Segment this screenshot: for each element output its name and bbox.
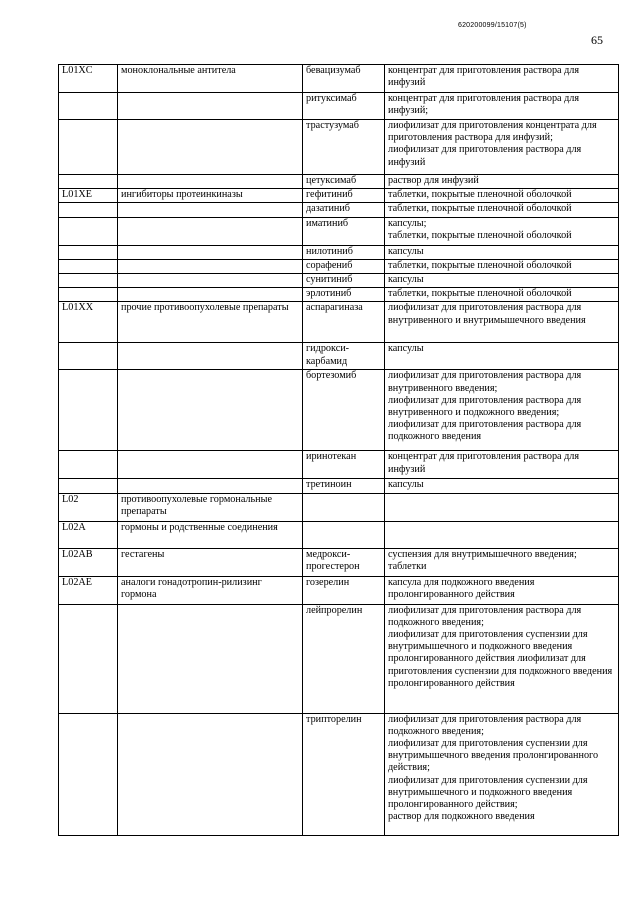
atc-code-cell: [59, 713, 118, 835]
drug-name-cell: бортезомиб: [303, 370, 385, 451]
table-row: [59, 175, 619, 189]
pharm-group-cell: [118, 259, 303, 273]
drug-name-cell: [303, 521, 385, 548]
drug-name-cell: цетуксимаб: [303, 175, 385, 189]
table-row: [59, 120, 619, 175]
pharm-group-cell: [118, 451, 303, 479]
dosage-form-cell: суспензия для внутримышечного введения; таблетки: [385, 548, 619, 576]
dosage-form-cell: лиофилизат для приготовления раствора для подкожного введения; лиофилизат для приготовления суспензии для внутримышечного и подкожного введения пролонгированного действия лиофилизат для приготовления суспензии для подкожного введения пролонгированного действия: [385, 604, 619, 713]
atc-code-cell: [59, 604, 118, 713]
drug-name-cell: [303, 493, 385, 521]
table-row: [59, 203, 619, 217]
table-row: [59, 288, 619, 302]
table-row: [59, 65, 619, 93]
table-row: [59, 479, 619, 493]
atc-code-cell: [59, 93, 118, 120]
dosage-form-cell: лиофилизат для приготовления раствора для подкожного введения; лиофилизат для приготовления суспензии для внутримышечного введения пролонгированного действия; лиофилизат для приготовления суспензии для внутримышечного и подкожного введения пролонгированного действия; раствор для подкожного введения: [385, 713, 619, 835]
drug-name-cell: аспарагиназа: [303, 302, 385, 343]
table-row: [59, 302, 619, 343]
atc-code-cell: [59, 370, 118, 451]
atc-code-cell: [59, 245, 118, 259]
pharm-group-cell: [118, 120, 303, 175]
atc-code-cell: [59, 259, 118, 273]
pharm-group-cell: [118, 713, 303, 835]
atc-code-cell: [59, 175, 118, 189]
pharm-group-cell: противоопухолевые гормональные препараты: [118, 493, 303, 521]
table-row: [59, 576, 619, 604]
drug-name-cell: сунитиниб: [303, 274, 385, 288]
table-row: [59, 274, 619, 288]
atc-code-cell: [59, 479, 118, 493]
drug-name-cell: гидрокси- карбамид: [303, 343, 385, 370]
dosage-form-cell: лиофилизат для приготовления раствора для внутривенного и внутримышечного введения: [385, 302, 619, 343]
table-row: [59, 189, 619, 203]
dosage-form-cell: таблетки, покрытые пленочной оболочкой: [385, 189, 619, 203]
pharm-group-cell: [118, 175, 303, 189]
drug-name-cell: дазатиниб: [303, 203, 385, 217]
dosage-form-cell: капсулы: [385, 479, 619, 493]
drug-name-cell: третиноин: [303, 479, 385, 493]
table-row: [59, 217, 619, 245]
atc-code-cell: [59, 203, 118, 217]
table-row: [59, 604, 619, 713]
atc-code-cell: L01XX: [59, 302, 118, 343]
table-row: [59, 93, 619, 120]
dosage-form-cell: таблетки, покрытые пленочной оболочкой: [385, 288, 619, 302]
dosage-form-cell: лиофилизат для приготовления раствора для внутривенного введения; лиофилизат для приготовления раствора для внутривенного и подкожного введения; лиофилизат для приготовления раствора для подкожного введения: [385, 370, 619, 451]
drug-name-cell: бевацизумаб: [303, 65, 385, 93]
atc-code-cell: [59, 217, 118, 245]
atc-code-cell: [59, 343, 118, 370]
pharm-group-cell: моноклональные антитела: [118, 65, 303, 93]
dosage-form-cell: капсулы: [385, 245, 619, 259]
table-row: [59, 245, 619, 259]
pharm-group-cell: [118, 370, 303, 451]
drug-name-cell: нилотиниб: [303, 245, 385, 259]
dosage-form-cell: капсулы: [385, 343, 619, 370]
pharm-group-cell: прочие противоопухолевые препараты: [118, 302, 303, 343]
drug-name-cell: ритуксимаб: [303, 93, 385, 120]
page-number: 65: [591, 33, 603, 47]
drug-name-cell: медрокси- прогестерон: [303, 548, 385, 576]
pharm-group-cell: [118, 343, 303, 370]
atc-code-cell: L02: [59, 493, 118, 521]
pharm-group-cell: [118, 217, 303, 245]
pharm-group-cell: аналоги гонадотропин-рилизинг гормона: [118, 576, 303, 604]
pharm-group-cell: [118, 479, 303, 493]
dosage-form-cell: [385, 493, 619, 521]
dosage-form-cell: таблетки, покрытые пленочной оболочкой: [385, 259, 619, 273]
table-row: [59, 493, 619, 521]
table-row: [59, 451, 619, 479]
atc-code-cell: [59, 451, 118, 479]
drug-name-cell: гефитиниб: [303, 189, 385, 203]
document-id: 620200099/15107(5): [458, 22, 527, 29]
dosage-form-cell: капсулы: [385, 274, 619, 288]
table-row: [59, 343, 619, 370]
drug-name-cell: иринотекан: [303, 451, 385, 479]
atc-code-cell: L01XC: [59, 65, 118, 93]
atc-code-cell: [59, 120, 118, 175]
pharm-group-cell: [118, 274, 303, 288]
pharm-group-cell: [118, 288, 303, 302]
table-row: [59, 713, 619, 835]
drug-name-cell: трипторелин: [303, 713, 385, 835]
dosage-form-cell: концентрат для приготовления раствора для инфузий: [385, 65, 619, 93]
drug-name-cell: эрлотиниб: [303, 288, 385, 302]
atc-code-cell: L01XE: [59, 189, 118, 203]
dosage-form-cell: капсула для подкожного введения пролонгированного действия: [385, 576, 619, 604]
pharm-group-cell: [118, 604, 303, 713]
pharm-group-cell: [118, 203, 303, 217]
pharm-group-cell: ингибиторы протеинкиназы: [118, 189, 303, 203]
table-row: [59, 259, 619, 273]
table-body: [59, 65, 619, 836]
drug-name-cell: иматиниб: [303, 217, 385, 245]
atc-code-cell: L02AE: [59, 576, 118, 604]
atc-code-cell: [59, 274, 118, 288]
atc-code-cell: L02AB: [59, 548, 118, 576]
dosage-form-cell: таблетки, покрытые пленочной оболочкой: [385, 203, 619, 217]
table-row: [59, 548, 619, 576]
drug-name-cell: лейпрорелин: [303, 604, 385, 713]
table-row: [59, 370, 619, 451]
drug-name-cell: сорафениб: [303, 259, 385, 273]
dosage-form-cell: раствор для инфузий: [385, 175, 619, 189]
drug-name-cell: трастузумаб: [303, 120, 385, 175]
pharm-group-cell: гестагены: [118, 548, 303, 576]
pharm-group-cell: гормоны и родственные соединения: [118, 521, 303, 548]
atc-code-cell: L02A: [59, 521, 118, 548]
pharm-group-cell: [118, 245, 303, 259]
pharm-group-cell: [118, 93, 303, 120]
atc-code-cell: [59, 288, 118, 302]
dosage-form-cell: лиофилизат для приготовления концентрата для приготовления раствора для инфузий; лиофилизат для приготовления раствора для инфузий: [385, 120, 619, 175]
dosage-form-cell: концентрат для приготовления раствора для инфузий: [385, 451, 619, 479]
dosage-form-cell: [385, 521, 619, 548]
drug-name-cell: гозерелин: [303, 576, 385, 604]
drug-classification-table: [58, 64, 619, 836]
dosage-form-cell: концентрат для приготовления раствора для инфузий;: [385, 93, 619, 120]
dosage-form-cell: капсулы; таблетки, покрытые пленочной оболочкой: [385, 217, 619, 245]
table-row: [59, 521, 619, 548]
